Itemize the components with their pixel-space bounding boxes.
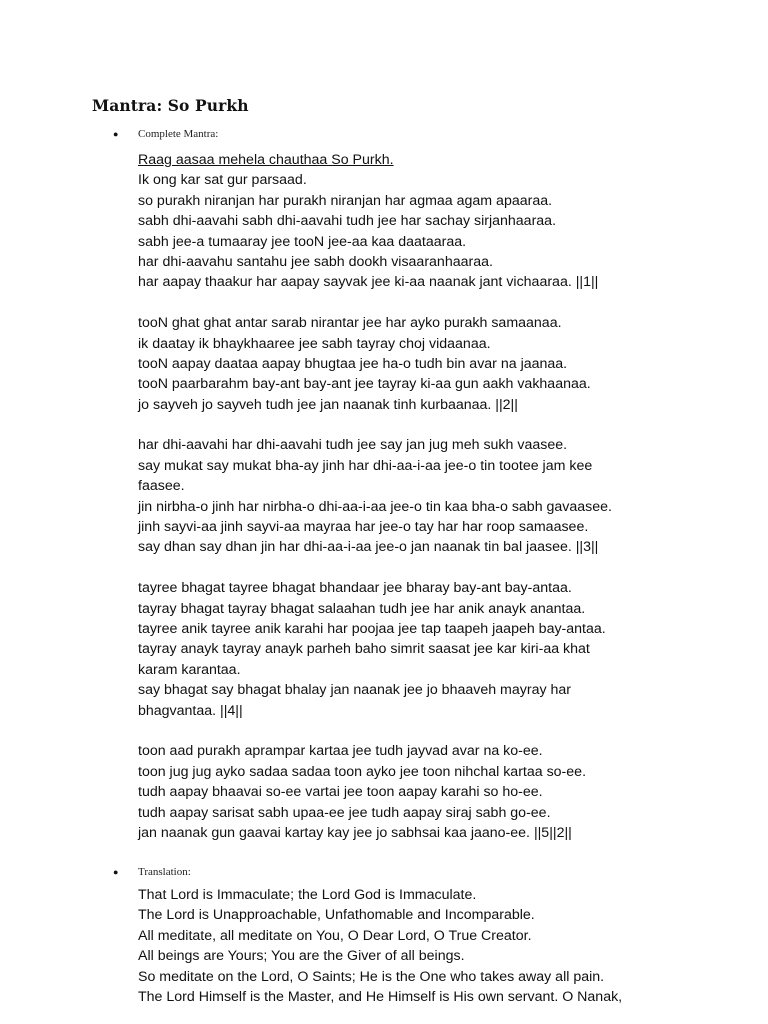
mantra-heading: Raag aasaa mehela chauthaa So Purkh. (138, 152, 394, 168)
mantra-line: so purakh niranjan har purakh niranjan har agmaa agam apaaraa. (138, 192, 553, 209)
mantra-line: jo sayveh jo sayveh tudh jee jan naanak tinh kurbaanaa. ||2|| (138, 396, 518, 413)
mantra-line: jan naanak gun gaavai kartay kay jee jo sabhsai kaa jaano-ee. ||5||2|| (138, 824, 572, 841)
mantra-line: har dhi-aavahu santahu jee sabh dookh visaaranhaaraa. (138, 253, 493, 270)
translation-section-label: Translation: (138, 866, 191, 878)
mantra-lines (138, 170, 758, 843)
translation-line: So meditate on the Lord, O Saints; He is the One who takes away all pain. (138, 968, 605, 985)
mantra-line: ik daatay ik bhaykhaaree jee sabh tayray choj vidaanaa. (138, 335, 491, 352)
translation-line: All beings are Yours; You are the Giver of all beings. (138, 948, 465, 965)
stanza-break (138, 558, 758, 578)
mantra-line: tooN ghat ghat antar sarab nirantar jee har ayko purakh samaanaa. (138, 315, 562, 332)
mantra-line: tayray bhagat tayray bhagat salaahan tudh jee har anik anayk anantaa. (138, 600, 586, 617)
mantra-line: tayree bhagat tayree bhagat bhandaar jee bharay bay-ant bay-antaa. (138, 580, 572, 597)
mantra-line: tooN paarbarahm bay-ant bay-ant jee tayray ki-aa gun aakh vakhaanaa. (138, 376, 591, 393)
mantra-line: say dhan say dhan jin har dhi-aa-i-aa jee-o jan naanak tin bal jaasee. ||3|| (138, 539, 599, 556)
mantra-text (138, 150, 758, 843)
mantra-line: say bhagat say bhagat bhalay jan naanak jee jo bhaaveh mayray har (138, 682, 572, 699)
page-title: Mantra: So Purkh (92, 96, 249, 115)
mantra-line: tayray anayk tayray anayk parheh baho simrit saasat jee kar kiri-aa khat (138, 641, 590, 658)
mantra-line: sabh dhi-aavahi sabh dhi-aavahi tudh jee har sachay sirjanhaaraa. (138, 213, 557, 230)
mantra-line: jin nirbha-o jinh har nirbha-o dhi-aa-i-aa jee-o tin kaa bha-o sabh gavaasee. (138, 498, 612, 515)
mantra-line: tudh aapay bhaavai so-ee vartai jee toon aapay karahi so ho-ee. (138, 784, 543, 801)
translation-line: The Lord is Unapproachable, Unfathomable and Incomparable. (138, 907, 535, 924)
mantra-line: tayree anik tayree anik karahi har poojaa jee tap taapeh jaapeh bay-antaa. (138, 620, 606, 637)
mantra-section-label: Complete Mantra: (138, 128, 219, 140)
mantra-line: bhagvantaa. ||4|| (138, 702, 243, 719)
bullet-icon: ● (113, 867, 119, 877)
translation-line: That Lord is Immaculate; the Lord God is Immaculate. (138, 887, 477, 903)
translation-text (138, 885, 758, 1007)
mantra-line: jinh sayvi-aa jinh sayvi-aa mayraa har jee-o tay har har roop samaasee. (138, 519, 589, 536)
translation-line: The Lord Himself is the Master, and He Himself is His own servant. O Nanak, (138, 988, 623, 1005)
stanza-break (138, 415, 758, 435)
mantra-line: toon jug jug ayko sadaa sadaa toon ayko jee toon nihchal kartaa so-ee. (138, 763, 587, 780)
mantra-line: karam karantaa. (138, 661, 241, 678)
mantra-line: sabh jee-a tumaaray jee tooN jee-aa kaa daataaraa. (138, 233, 467, 250)
bullet-icon: ● (113, 129, 119, 139)
mantra-line: har dhi-aavahi har dhi-aavahi tudh jee say jan jug meh sukh vaasee. (138, 437, 568, 454)
mantra-line: Ik ong kar sat gur parsaad. (138, 172, 307, 189)
mantra-line: tudh aapay sarisat sabh upaa-ee jee tudh aapay siraj sabh go-ee. (138, 804, 551, 821)
mantra-line: say mukat say mukat bha-ay jinh har dhi-aa-i-aa jee-o tin tootee jam kee (138, 457, 593, 474)
stanza-break (138, 293, 758, 313)
translation-line: All meditate, all meditate on You, O Dear Lord, O True Creator. (138, 927, 532, 944)
mantra-line: tooN aapay daataa aapay bhugtaa jee ha-o tudh bin avar na jaanaa. (138, 355, 568, 372)
mantra-line: faasee. (138, 478, 185, 495)
mantra-line: toon aad purakh aprampar kartaa jee tudh jayvad avar na ko-ee. (138, 743, 543, 760)
mantra-line: har aapay thaakur har aapay sayvak jee ki-aa naanak jant vichaaraa. ||1|| (138, 274, 599, 291)
stanza-break (138, 721, 758, 741)
